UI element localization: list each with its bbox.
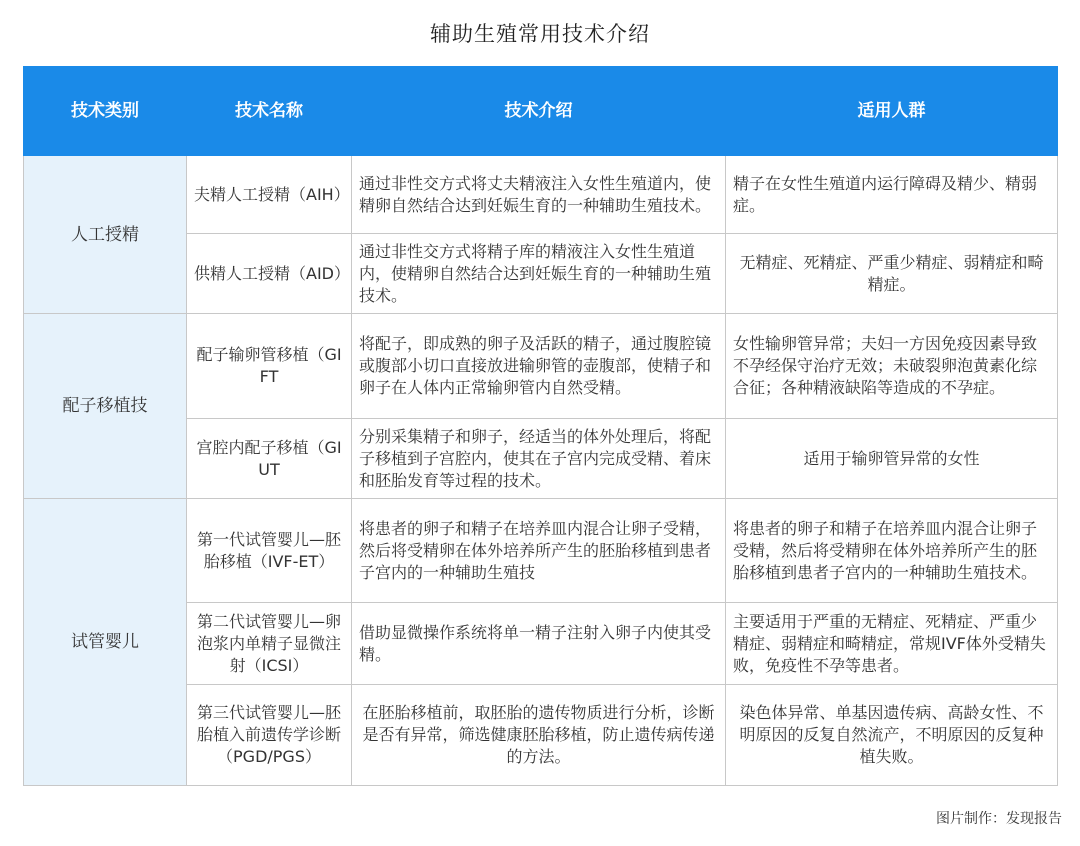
header-category: 技术类别	[24, 67, 187, 156]
tech-people-cell: 染色体异常、单基因遗传病、高龄女性、不明原因的反复自然流产，不明原因的反复种植失败。	[726, 685, 1058, 786]
category-cell: 试管婴儿	[24, 499, 187, 786]
header-intro: 技术介绍	[352, 67, 726, 156]
table-row	[24, 499, 1058, 603]
tech-name-cell: 夫精人工授精（AIH）	[187, 156, 352, 234]
tech-people-cell: 精子在女性生殖道内运行障碍及精少、精弱症。	[726, 156, 1058, 234]
tech-name-cell: 第二代试管婴儿—卵泡浆内单精子显微注射（ICSI）	[187, 603, 352, 685]
tech-name-cell: 供精人工授精（AID）	[187, 234, 352, 314]
tech-name-cell: 第一代试管婴儿—胚胎移植（IVF-ET）	[187, 499, 352, 603]
table-row	[24, 156, 1058, 234]
tech-name-cell: 宫腔内配子移植（GIUT	[187, 419, 352, 499]
tech-name-cell: 配子输卵管移植（GIFT	[187, 314, 352, 419]
tech-people-cell: 主要适用于严重的无精症、死精症、严重少精症、弱精症和畸精症，常规IVF体外受精失败，免疫性不孕等患者。	[726, 603, 1058, 685]
tech-intro-cell: 在胚胎移植前，取胚胎的遗传物质进行分析，诊断是否有异常，筛选健康胚胎移植，防止遗传病传递的方法。	[352, 685, 726, 786]
category-cell: 人工授精	[24, 156, 187, 314]
technology-table	[23, 66, 1058, 786]
footer-credit: 图片制作：发现报告	[936, 811, 1062, 827]
tech-intro-cell: 将配子，即成熟的卵子及活跃的精子，通过腹腔镜或腹部小切口直接放进输卵管的壶腹部，使精子和卵子在人体内正常输卵管内自然受精。	[352, 314, 726, 419]
tech-intro-cell: 分别采集精子和卵子，经适当的体外处理后，将配子移植到子宫腔内，使其在子宫内完成受精、着床和胚胎发育等过程的技术。	[352, 419, 726, 499]
tech-name-cell: 第三代试管婴儿—胚胎植入前遗传学诊断（PGD/PGS）	[187, 685, 352, 786]
tech-people-cell: 将患者的卵子和精子在培养皿内混合让卵子受精，然后将受精卵在体外培养所产生的胚胎移植到患者子宫内的一种辅助生殖技术。	[726, 499, 1058, 603]
table-header-row	[24, 67, 1058, 156]
tech-intro-cell: 将患者的卵子和精子在培养皿内混合让卵子受精，然后将受精卵在体外培养所产生的胚胎移植到患者子宫内的一种辅助生殖技	[352, 499, 726, 603]
tech-people-cell: 女性输卵管异常；夫妇一方因免疫因素导致不孕经保守治疗无效；未破裂卵泡黄素化综合征；各种精液缺陷等造成的不孕症。	[726, 314, 1058, 419]
header-name: 技术名称	[187, 67, 352, 156]
tech-people-cell: 无精症、死精症、严重少精症、弱精症和畸精症。	[726, 234, 1058, 314]
header-people: 适用人群	[726, 67, 1058, 156]
table-row	[24, 314, 1058, 419]
category-cell: 配子移植技	[24, 314, 187, 499]
tech-intro-cell: 通过非性交方式将精子库的精液注入女性生殖道内，使精卵自然结合达到妊娠生育的一种辅助生殖技术。	[352, 234, 726, 314]
tech-intro-cell: 通过非性交方式将丈夫精液注入女性生殖道内，使精卵自然结合达到妊娠生育的一种辅助生殖技术。	[352, 156, 726, 234]
tech-intro-cell: 借助显微操作系统将单一精子注射入卵子内使其受精。	[352, 603, 726, 685]
tech-people-cell: 适用于输卵管异常的女性	[726, 419, 1058, 499]
page-title: 辅助生殖常用技术介绍	[430, 22, 650, 46]
